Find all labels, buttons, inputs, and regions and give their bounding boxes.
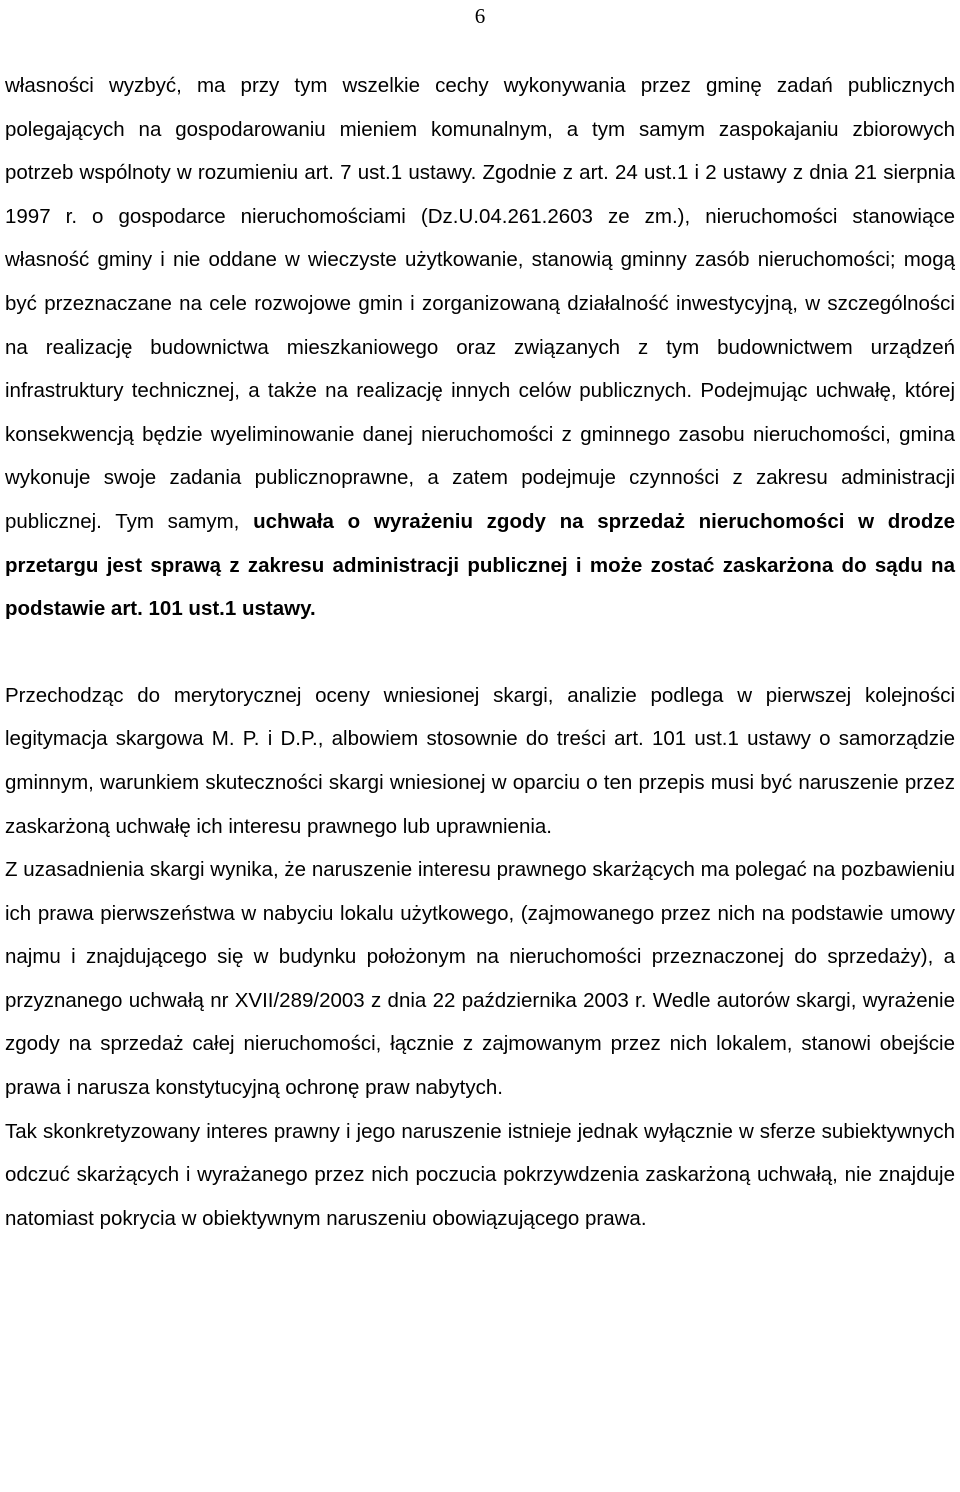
paragraph-1-text: własności wyzbyć, ma przy tym wszelkie cechy wykonywania przez gminę zadań publicznych polegających na gospodarowaniu mieniem komunalnym, a tym samym zaspokajaniu zbiorowych potrzeb wspólnoty w rozumieniu art. 7 ust.1 ustawy. Zgodnie z art. 24 ust.1 i 2 ustawy z dnia 21 sierpnia 1997 r. o gospodarce nieruchomościami (Dz.U.04.261.2603 ze zm.), nieruchomości stanowiące własność gminy i nie oddane w wieczyste użytkowanie, stanowią gminny zasób nieruchomości; mogą być przeznaczane na cele rozwojowe gmin i zorganizowaną działalność inwestycyjną, w szczególności na realizację budownictwa mieszkaniowego oraz związanych z tym budownictwem urządzeń infrastruktury technicznej, a także na realizację innych celów publicznych. Podejmując uchwałę, której konsekwencją będzie wyeliminowanie danej nieruchomości z gminnego zasobu nieruchomości, gmina wykonuje swoje zadania publicznoprawne, a zatem podejmuje czynności z zakresu administracji publicznej. Tym samym, <box>5 74 955 533</box>
paragraph-3: Z uzasadnienia skargi wynika, że naruszenie interesu prawnego skarżących ma polegać na pozbawieniu ich prawa pierwszeństwa w nabyciu lokalu użytkowego, (zajmowanego przez nich na podstawie umowy najmu i znajdującego się w budynku położonym na nieruchomości przeznaczonej do sprzedaży), a przyznanego uchwałą nr XVII/289/2003 z dnia 22 października 2003 r. Wedle autorów skargi, wyrażenie zgody na sprzedaż całej nieruchomości, łącznie z zajmowanym przez nich lokalem, stanowi obejście prawa i narusza konstytucyjną ochronę praw nabytych. <box>5 858 955 1100</box>
paragraph-1 <box>5 64 955 631</box>
paragraph-4: Tak skonkretyzowany interes prawny i jego naruszenie istnieje jednak wyłącznie w sferze subiektywnych odczuć skarżących i wyrażanego przez nich poczucia pokrzywdzenia zaskarżoną uchwałą, nie znajduje natomiast pokrycia w obiektywnym naruszeniu obowiązującego prawa. <box>5 1119 955 1230</box>
page-number: 6 <box>474 4 486 28</box>
paragraph-2: Przechodząc do merytorycznej oceny wniesionej skargi, analizie podlega w pierwszej kolejności legitymacja skargowa M. P. i D.P., albowiem stosownie do treści art. 101 ust.1 ustawy o samorządzie gminnym, warunkiem skuteczności skargi wniesionej w oparciu o ten przepis musi być naruszenie przez zaskarżoną uchwałę ich interesu prawnego lub uprawnienia. <box>5 683 955 838</box>
paragraph-1-bold-text: uchwała o wyrażeniu zgody na sprzedaż nieruchomości w drodze przetargu jest sprawą z zakresu administracji publicznej i może zostać zaskarżona do sądu na podstawie art. 101 ust.1 ustawy. <box>5 509 955 621</box>
document-body <box>5 64 955 1240</box>
